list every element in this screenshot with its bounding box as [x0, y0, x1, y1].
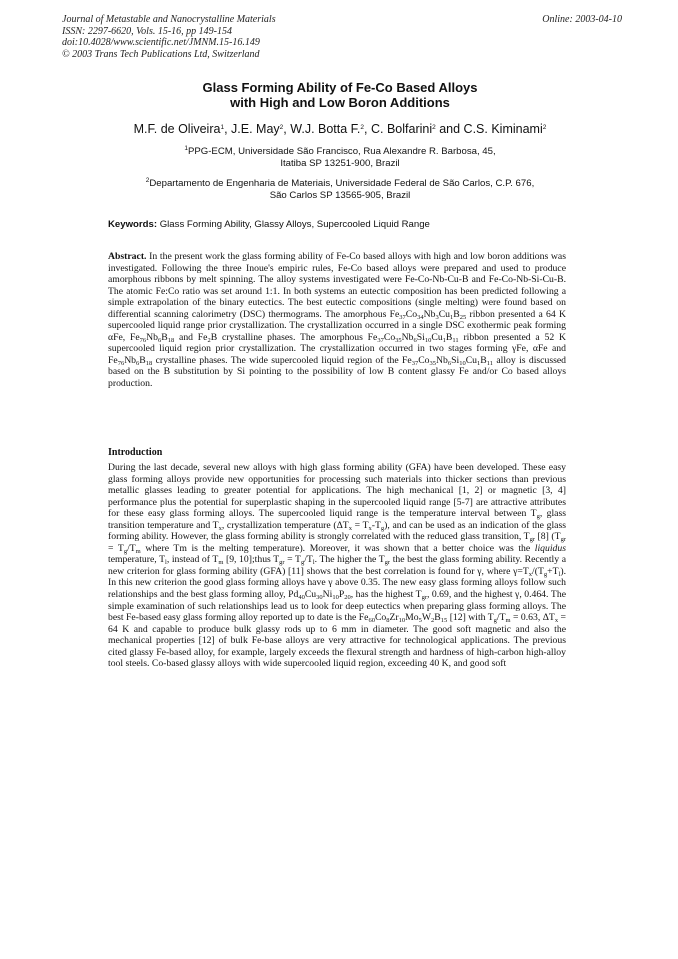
affiliation-2	[60, 178, 620, 202]
title-line-1: Glass Forming Ability of Fe-Co Based Alloys	[202, 80, 478, 95]
author-4: , C. Bolfarini	[364, 122, 433, 136]
affiliation-2-line-2: São Carlos SP 13565-905, Brazil	[269, 190, 411, 201]
affiliation-2-mark: 2	[145, 177, 150, 184]
journal-header	[62, 14, 622, 60]
online-date: Online: 2003-04-10	[542, 14, 622, 25]
abstract-text-7: alloy is discussed based on the B substitution by Si pointing to the possibility of low B content glassy Fe and/or Co based alloys production.	[108, 354, 566, 390]
affiliation-2-line-1: Departamento de Engenharia de Materiais, Universidade Federal de São Carlos, C.P. 676,	[149, 178, 535, 189]
paper-title	[60, 80, 620, 110]
abstract-label: Abstract.	[108, 251, 147, 262]
phase-formula-3: $Fe_{76}Nb_6B_{18}$	[108, 354, 153, 367]
author-3-affil-mark: 2	[360, 124, 365, 131]
alloy-formula-1: $Fe_{37}Co_{34}Nb_3Cu_1B_{25}$	[389, 308, 467, 321]
author-4-affil-mark: 2	[432, 124, 436, 131]
abstract	[108, 251, 566, 390]
author-list	[60, 122, 620, 136]
author-3: , W.J. Botta F.	[283, 122, 361, 136]
phase-formula-1: $Fe_{76}Nb_6B_{18}$	[129, 331, 175, 344]
affiliation-1	[60, 146, 620, 170]
author-2-affil-mark: 2	[279, 124, 284, 131]
title-line-2: with High and Low Boron Additions	[230, 95, 450, 110]
alloy-formula-2: $Fe_{37}Co_{35}Nb_6Si_{10}Cu_1B_{11}$	[367, 331, 459, 344]
journal-doi: doi:10.4028/www.scientific.net/JMNM.15-16.149	[62, 37, 260, 48]
abstract-text-1: In the present work the glass forming ability of Fe-Co based alloys with high and low boron additions was investigated. Following the three Inoue's empiric rules, Fe-Co based alloys were prepared and used to produce amorphous ribbons by melt spinning. The alloy systems investigated were Fe-Co-Nb-Cu-B and Fe-Co-Nb-Si-Cu-B. The atomic Fe:Co ratio was set around 1:1. In both systems an eutectic composition has been predicted following a simple extrapolation of the binary eutectics. The best eutectic compositions (single melting) were found based on differential scanning calorimetry (DSC) thermograms. The amorphous	[108, 251, 566, 320]
affiliation-1-mark: 1	[184, 145, 188, 152]
abstract-text-6: crystalline phases. The wide supercooled liquid region of the	[152, 354, 403, 366]
author-2: , J.E. May	[224, 122, 280, 136]
affiliation-1-line-2: Itatiba SP 13251-900, Brazil	[280, 158, 400, 169]
alloy-formula-3: $Fe_{37}Co_{35}Nb_6Si_{10}Cu_1B_{11}$	[402, 354, 494, 367]
introduction-text: During the last decade, several new alloys with high glass forming ability (GFA) have been developed. These easy glass forming alloys provide new opportunities for processing such materials into thicker sections than previous metallic glasses leading to greater potential for applications. The high mechanical [1, 2] or magnetic [3, 4] performance plus the potential for superplastic shaping in the supercooled liquid range [5-7] are attractive attributes for these easy glass forming alloys. The supercooled liquid range is the temperature interval between $T_g$, glass transition temperature and $T_x$, crystallization temperature $(\Delta T_x = T_x-T_g)$, and can be used as an indication of the glass forming ability. However, the glass forming ability is strongly correlated with the reduced glass transition, $T_{gr}$ [8] ($T_{gr} = T_g/T_m$ where Tm is the melting temperature). Moreover, it was shown that a better choice was the liquidus temperature, $T_l$, instead of $T_m$ [9, 10];thus $T_{gr} = T_g/T_l$. The higher the $T_{gr}$ the best the glass forming ability. Recently a new criterion for glass forming ability (GFA) [11] shows that the best correlation is found for γ, where $\gamma=T_x/(T_g+T_l)$. In this new criterion the good glass forming alloys have γ above 0.35. The new easy glass forming alloys follow such relationships and the best glass forming alloy, $Pd_{40}Cu_{30}Ni_{10}P_{20}$, has the highest $T_{gr}$, 0.69, and the highest γ, 0.464. The simple examination of such relationships lead us to look for deep eutectics when preparing glass forming alloys. The best Fe-based easy glass forming alloy reported up to date is the $Fe_{60}Co_8Zr_{10}Mo_5W_2B_{15}$ [12] with $T_g/T_m = 0.63$, $\Delta T_x = 64$ K and capable to produce bulk glassy rods up to 6 mm in diameter. The good soft magnetic and also the mechanical properties [12] of bulk Fe-base alloys are very attractive for technological applications. The previous cited glassy Fe-based alloy, for example, largely exceeds the flexural strength and hardness of high-carbon high-alloy tool steels. Co-based glassy alloys with wide supercooled liquid region, exceeding 40 K, and good soft	[108, 462, 567, 670]
abstract-text-5: ribbon presented a 52 K supercooled liquid region prior crystallization. The crystallization occurred in two stages forming γFe, αFe and	[108, 331, 566, 355]
author-1-affil-mark: 1	[220, 124, 225, 131]
journal-copyright: © 2003 Trans Tech Publications Ltd, Switzerland	[62, 48, 260, 60]
abstract-text-3: and	[174, 331, 198, 343]
author-1: M.F. de Oliveira	[133, 122, 221, 136]
liquidus-emphasis: liquidus	[534, 542, 566, 554]
journal-issn: ISSN: 2297-6620, Vols. 15-16, pp 149-154	[62, 25, 232, 37]
phase-formula-2: $Fe_2B$	[197, 331, 218, 344]
author-5: and C.S. Kiminami	[435, 122, 543, 136]
abstract-text-2: ribbon presented a 64 K supercooled liquid range prior crystallization. The crystallization occurred in a single DSC exothermic peak forming αFe,	[108, 308, 566, 343]
keywords-text: Glass Forming Ability, Glassy Alloys, Supercooled Liquid Range	[157, 219, 430, 230]
author-5-affil-mark: 2	[542, 124, 547, 131]
affiliation-1-line-1: PPG-ECM, Universidade São Francisco, Rua Alexandre R. Barbosa, 45,	[187, 146, 496, 157]
keywords	[108, 219, 578, 230]
keywords-label: Keywords:	[108, 219, 158, 230]
abstract-text-4: crystalline phases. The amorphous	[217, 331, 368, 343]
section-heading-introduction: Introduction	[108, 447, 163, 458]
journal-name: Journal of Metastable and Nanocrystalline Materials	[62, 14, 276, 25]
